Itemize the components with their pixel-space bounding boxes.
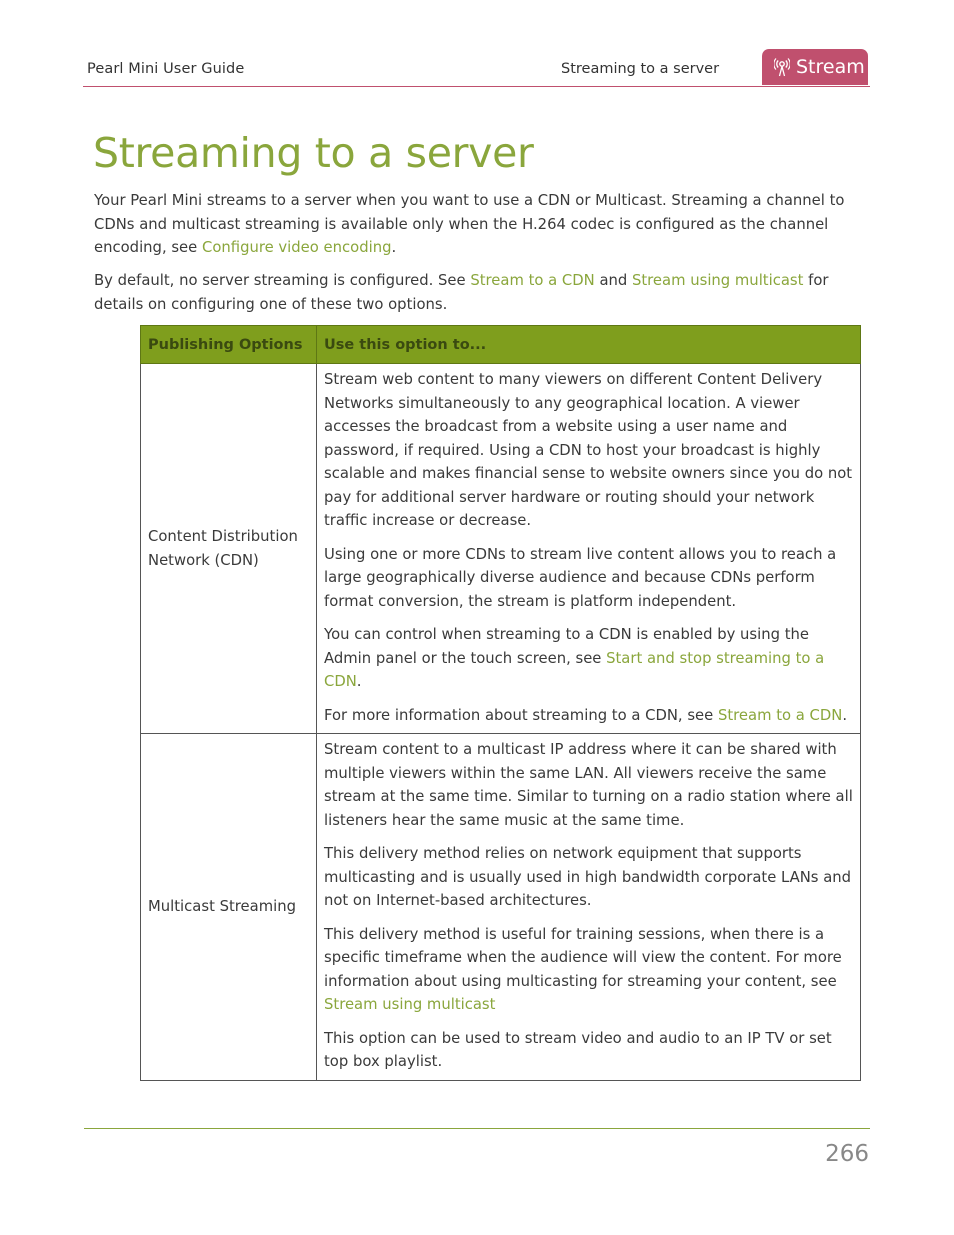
multicast-description-p1: Stream content to a multicast IP address where it can be shared with multiple viewers within the same LAN. All viewers receive the same stream at the same time. Similar to turning on a radio station where all listeners hear the same music at the same time.	[324, 741, 853, 829]
start-stop-streaming-cdn-link[interactable]: Start and stop streaming to a CDN	[324, 649, 825, 690]
intro-p2-mid: and	[594, 272, 632, 289]
multicast-description-p2: This delivery method relies on network equipment that supports multicasting and is usually used in high bandwidth corporate LANs and not on Internet-based architectures.	[324, 845, 852, 909]
cdn-p3-end: .	[356, 673, 362, 690]
intro-paragraph-1	[94, 189, 864, 260]
table-row-cdn	[141, 364, 861, 734]
intro-p2-end: for details on configuring one of these two options.	[94, 272, 829, 313]
guide-title: Pearl Mini User Guide	[87, 61, 245, 77]
intro-p1-text: Your Pearl Mini streams to a server when you want to use a CDN or Multicast. Streaming a channel to CDNs and multicast streaming is available only when the H.264 codec is configured as the channel encoding, see	[94, 192, 845, 256]
intro-p1-end: .	[391, 239, 397, 256]
publishing-options-table	[140, 325, 861, 1081]
section-title: Streaming to a server	[561, 61, 720, 77]
cdn-p4-end: .	[842, 706, 848, 724]
table-header-row	[141, 326, 861, 364]
option-description-multicast	[317, 734, 861, 1081]
table-row-multicast	[141, 734, 861, 1081]
cdn-description-p3	[324, 623, 853, 694]
multicast-p3-text: This delivery method is useful for training sessions, when there is a specific timeframe when the audience will view the content. For more information about using multicasting for streaming your content, see	[324, 925, 842, 990]
header-divider	[83, 86, 870, 87]
configure-video-encoding-link[interactable]: Configure video encoding	[201, 239, 392, 256]
stream-using-multicast-table-link[interactable]: Stream using multicast	[324, 996, 496, 1013]
cdn-description-p2: Using one or more CDNs to stream live content allows you to reach a large geographically diverse audience and because CDNs perform format conversion, the stream is platform independent.	[324, 545, 837, 610]
option-description-cdn	[317, 364, 861, 734]
option-name-multicast: Multicast Streaming	[141, 734, 317, 1081]
column-header-use-this-option: Use this option to...	[317, 326, 861, 364]
cdn-p4-text: For more information about streaming to a CDN, see	[324, 706, 718, 724]
stream-badge-label: Stream	[796, 56, 865, 78]
stream-to-cdn-table-link[interactable]: Stream to a CDN	[717, 706, 843, 724]
intro-paragraph-2	[94, 269, 864, 316]
cdn-p3-text: You can control when streaming to a CDN is enabled by using the Admin panel or the touch screen, see	[324, 626, 810, 667]
cdn-description-p1: Stream web content to many viewers on different Content Delivery Networks simultaneously to any geographical location. A viewer accesses the broadcast from a website using a user name and password, if required. Using a CDN to host your broadcast is highly scalable and makes financial sense to website owners since you do not pay for additional server hardware or routing should your network traffic increase or decrease.	[324, 371, 853, 529]
option-name-cdn: Content Distribution Network (CDN)	[141, 364, 317, 734]
broadcast-tower-icon	[774, 57, 790, 77]
stream-badge	[762, 49, 868, 85]
multicast-description-p3	[324, 923, 853, 1017]
multicast-description-p4: This option can be used to stream video and audio to an IP TV or set top box playlist.	[324, 1029, 832, 1070]
page-title: Streaming to a server	[93, 129, 534, 177]
column-header-publishing-options: Publishing Options	[141, 326, 317, 364]
stream-using-multicast-link[interactable]: Stream using multicast	[631, 272, 804, 289]
cdn-description-p4	[324, 704, 853, 728]
stream-to-cdn-link[interactable]: Stream to a CDN	[470, 272, 595, 289]
intro-p2-start: By default, no server streaming is configured. See	[94, 272, 471, 289]
page-number: 266	[825, 1141, 869, 1167]
footer-divider	[84, 1128, 870, 1129]
